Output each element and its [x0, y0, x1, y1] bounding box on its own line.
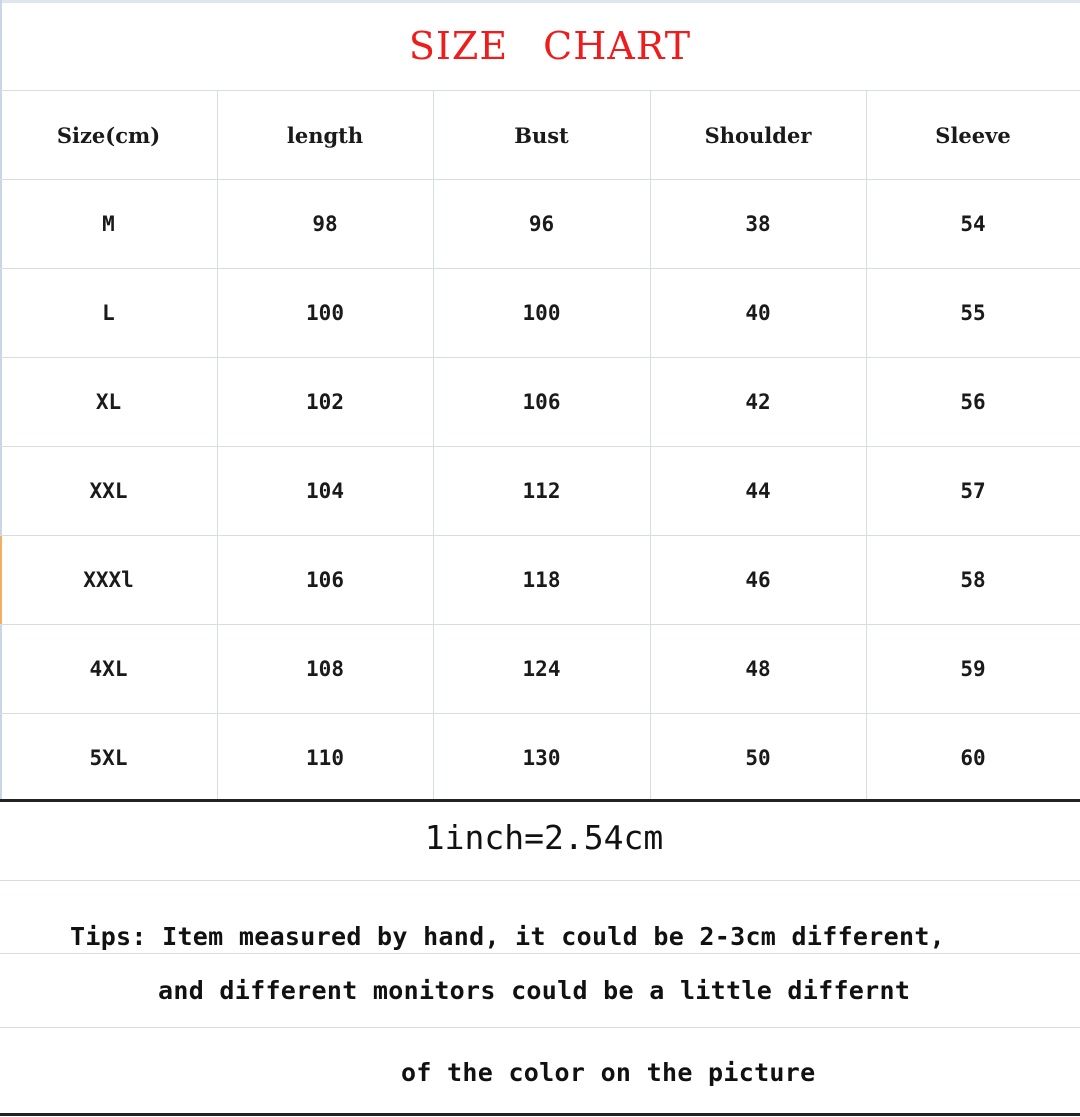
table-cell-shoulder: 44: [745, 479, 771, 503]
page-title: SIZE CHART: [408, 24, 692, 68]
tips-line-1: Tips: Item measured by hand, it could be 2-3cm different,: [70, 922, 946, 951]
table-cell-size: 5XL: [89, 746, 128, 770]
table-cell-size: XL: [95, 390, 122, 414]
table-cell-bust: 112: [522, 479, 561, 503]
table-cell-shoulder: 40: [745, 301, 771, 325]
table-cell-sleeve: 58: [960, 568, 986, 592]
column-header-length: length: [286, 122, 364, 148]
table-cell-bust: 106: [522, 390, 561, 414]
table-cell-sleeve: 56: [960, 390, 986, 414]
column-header-size: Size(cm): [56, 122, 161, 148]
table-cell-bust: 96: [528, 212, 555, 236]
page-bottom-rule: [0, 1113, 1080, 1116]
table-cell-sleeve: 57: [960, 479, 986, 503]
tips-line-2: and different monitors could be a little differnt: [158, 976, 911, 1005]
table-cell-size: L: [102, 301, 115, 325]
divider: [0, 953, 1080, 954]
inch-conversion-note: 1inch=2.54cm: [424, 818, 664, 857]
table-cell-bust: 130: [522, 746, 561, 770]
table-cell-size: M: [102, 212, 115, 236]
table-cell-shoulder: 48: [745, 657, 771, 681]
table-cell-length: 106: [306, 568, 344, 592]
table-cell-length: 110: [306, 746, 344, 770]
tips-line-3: of the color on the picture: [401, 1058, 816, 1087]
table-cell-length: 104: [306, 479, 344, 503]
table-cell-shoulder: 50: [745, 746, 771, 770]
table-cell-shoulder: 46: [745, 568, 771, 592]
table-cell-length: 102: [306, 390, 344, 414]
table-cell-size: XXXl: [83, 568, 134, 592]
column-header-bust: Bust: [514, 122, 569, 148]
table-cell-sleeve: 60: [960, 746, 986, 770]
table-cell-bust: 124: [522, 657, 561, 681]
column-header-shoulder: Shoulder: [704, 122, 812, 148]
top-border: [0, 0, 1080, 3]
table-cell-sleeve: 54: [960, 212, 986, 236]
table-cell-sleeve: 55: [960, 301, 986, 325]
table-cell-shoulder: 38: [745, 212, 771, 236]
table-cell-size: XXL: [89, 479, 128, 503]
table-cell-sleeve: 59: [960, 657, 986, 681]
table-cell-length: 108: [306, 657, 344, 681]
table-cell-length: 98: [312, 212, 338, 236]
table-cell-size: 4XL: [89, 657, 128, 681]
divider: [0, 880, 1080, 881]
divider: [0, 1027, 1080, 1028]
table-cell-shoulder: 42: [745, 390, 771, 414]
table-cell-bust: 118: [522, 568, 561, 592]
table-cell-length: 100: [306, 301, 344, 325]
column-header-sleeve: Sleeve: [935, 122, 1011, 148]
table-cell-bust: 100: [522, 301, 561, 325]
table-bottom-rule: [0, 799, 1080, 802]
